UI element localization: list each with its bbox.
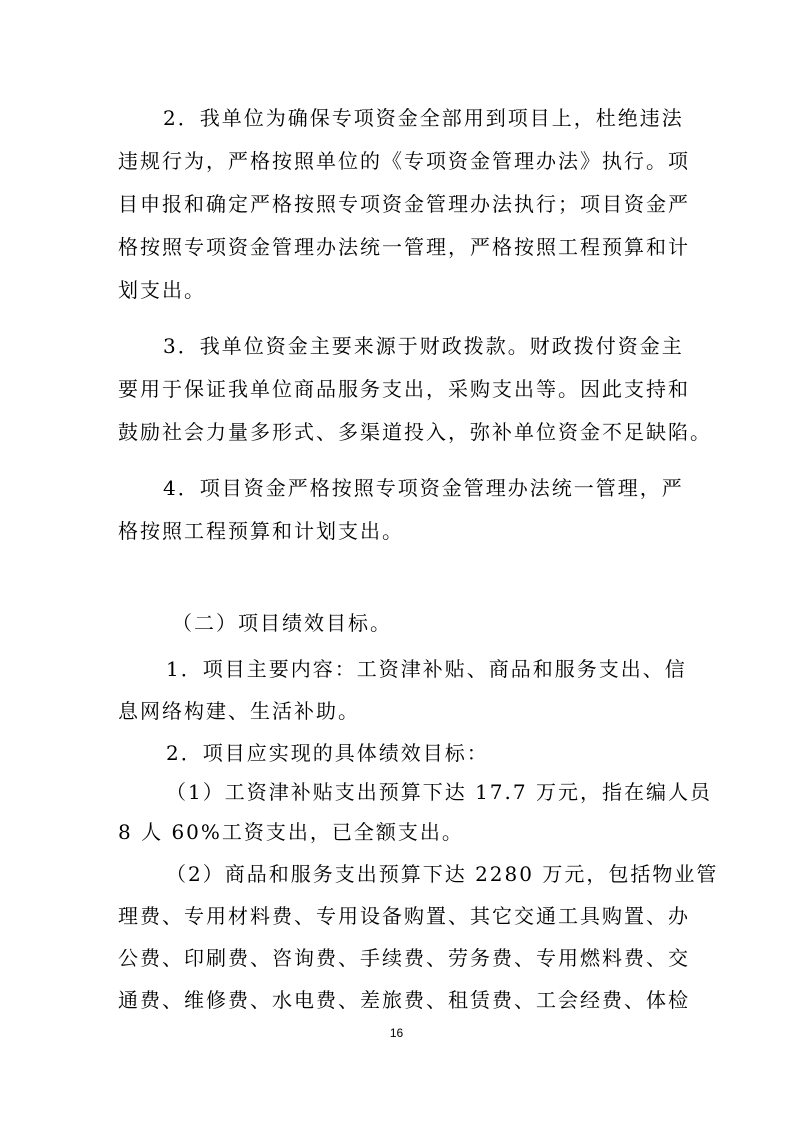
item-2-line: 2．项目应实现的具体绩效目标： — [166, 741, 489, 765]
paragraph-2-line: 格按照专项资金管理办法统一管理，严格按照工程预算和计 — [118, 235, 690, 259]
paragraph-2-line: 2．我单位为确保专项资金全部用到项目上，杜绝违法 — [163, 106, 684, 130]
paragraph-3-line: 鼓励社会力量多形式、多渠道投入，弥补单位资金不足缺陷。 — [118, 420, 712, 444]
sub-item-2-line: 公费、印刷费、咨询费、手续费、劳务费、专用燃料费、交 — [118, 946, 690, 970]
paragraph-4-line: 格按照工程预算和计划支出。 — [118, 519, 404, 543]
section-heading: （二）项目绩效目标。 — [172, 611, 392, 635]
paragraph-2-line: 目申报和确定严格按照专项资金管理办法执行；项目资金严 — [118, 192, 690, 216]
item-1-line: 1．项目主要内容：工资津补贴、商品和服务支出、信 — [166, 657, 687, 681]
paragraph-3-line: 要用于保证我单位商品服务支出，采购支出等。因此支持和 — [118, 377, 690, 401]
paragraph-2-line: 违规行为，严格按照单位的《专项资金管理办法》执行。项 — [118, 149, 690, 173]
item-1-line: 息网络构建、生活补助。 — [118, 699, 360, 723]
sub-item-2-line: 理费、专用材料费、专用设备购置、其它交通工具购置、办 — [118, 904, 690, 928]
sub-item-2-line: （2）商品和服务支出预算下达 2280 万元，包括物业管 — [166, 862, 719, 886]
sub-item-1-line: （1）工资津补贴支出预算下达 17.7 万元，指在编人员 — [166, 780, 712, 804]
page-number: 16 — [389, 1026, 404, 1040]
paragraph-2-line: 划支出。 — [118, 278, 206, 302]
sub-item-1-line: 8 人 60%工资支出，已全额支出。 — [118, 820, 464, 844]
paragraph-4-line: 4．项目资金严格按照专项资金管理办法统一管理，严 — [163, 476, 684, 500]
sub-item-2-line: 通费、维修费、水电费、差旅费、租赁费、工会经费、体检 — [118, 988, 690, 1012]
paragraph-3-line: 3．我单位资金主要来源于财政拨款。财政拨付资金主 — [163, 334, 684, 358]
